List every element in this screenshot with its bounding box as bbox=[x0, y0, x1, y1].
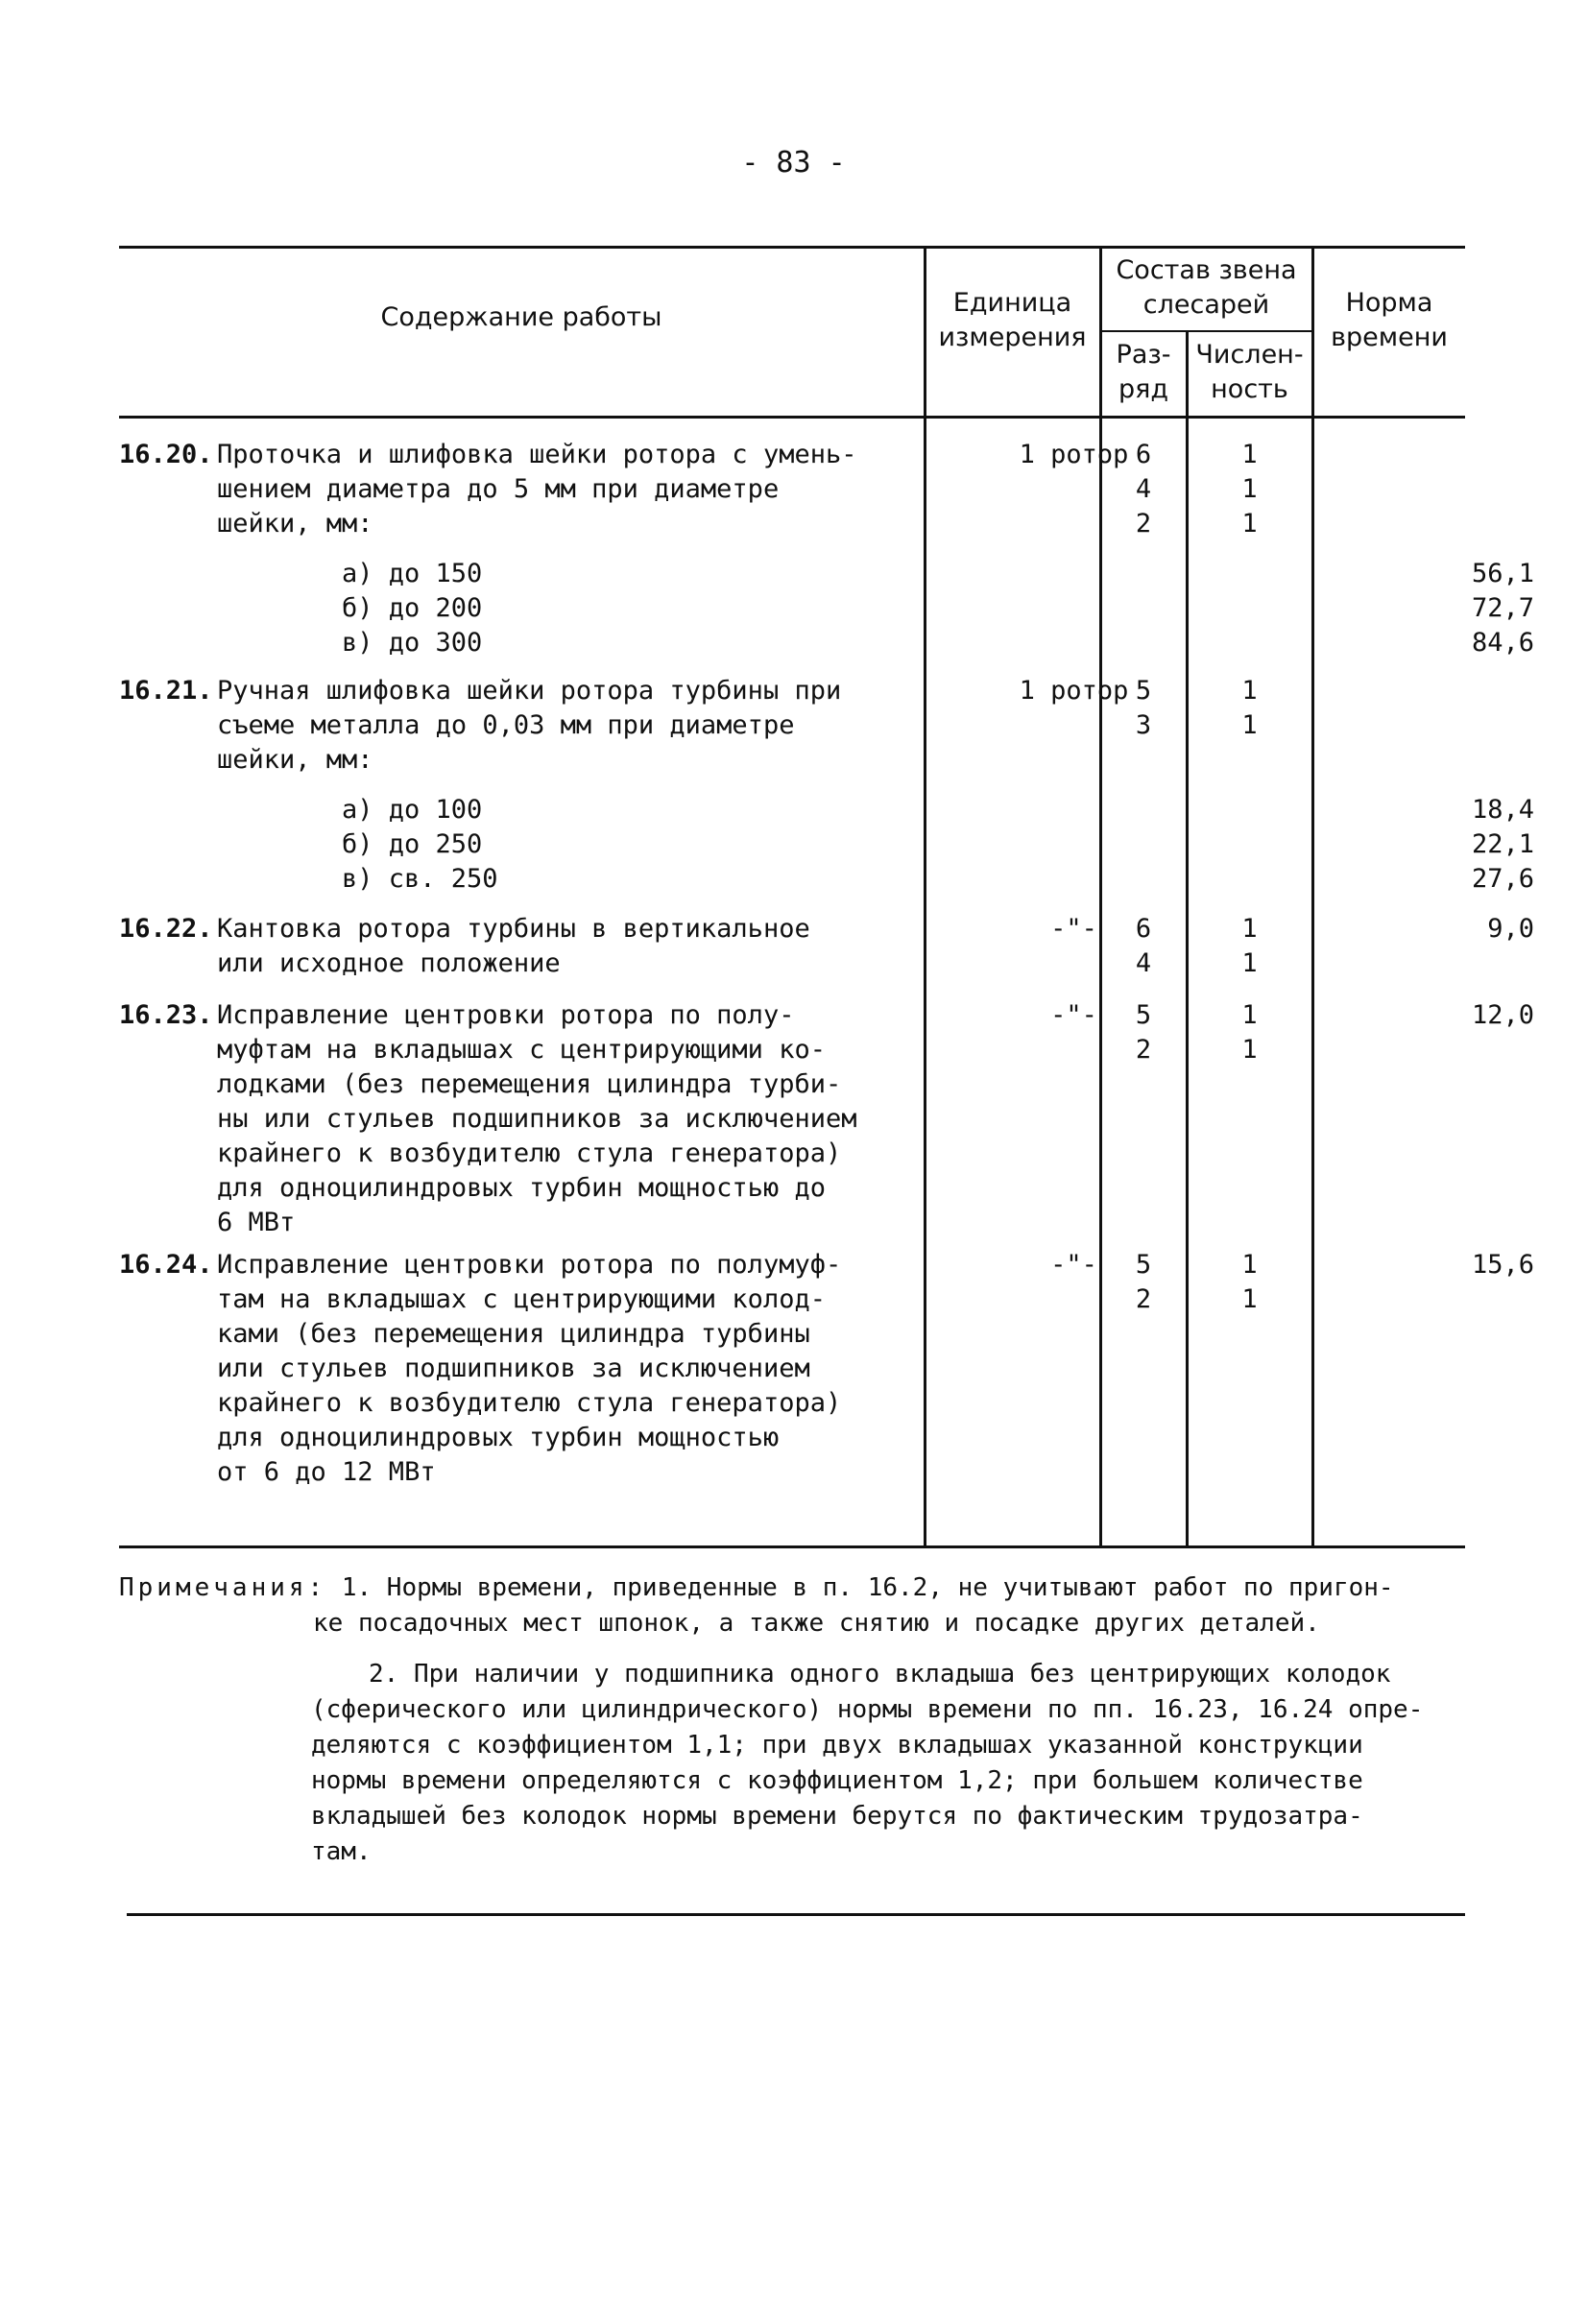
row-grades: 6 4 bbox=[1135, 914, 1152, 978]
header-crew: Состав звена слесарей bbox=[1116, 255, 1297, 320]
row-unit: 1 ротор bbox=[1019, 676, 1129, 706]
row-number: 16.22. bbox=[119, 914, 213, 944]
row-description: Проточка и шлифовка шейки ротора с умень- шением диаметра до 5 мм при диаметре шейки, мм: bbox=[217, 440, 857, 539]
row-counts: 1 1 bbox=[1241, 1000, 1258, 1065]
table-bottom-rule bbox=[119, 1545, 1465, 1548]
row-counts: 1 1 bbox=[1241, 1250, 1258, 1314]
row-grades: 6 4 2 bbox=[1135, 440, 1152, 539]
row-grades: 5 2 bbox=[1135, 1250, 1152, 1314]
row-description: Исправление центровки ротора по полу- муфтам на вкладышах с центрирующими ко- лодками (без перемещения цилиндра турби- ны или стульев подшипников за исключением крайнего к возбудителю стула генератора) для одноцилиндровых турбин мощностью до 6 МВт bbox=[217, 1000, 857, 1237]
note-1: 1. Нормы времени, приведенные в п. 16.2, не учитывают работ по пригон- bbox=[341, 1573, 1394, 1602]
row-norms: 15,6 bbox=[1471, 1250, 1534, 1280]
col-divider-4 bbox=[1311, 248, 1314, 1545]
notes-heading: Примечания: bbox=[119, 1573, 327, 1602]
header-grade: Раз- ряд bbox=[1116, 340, 1171, 404]
row-description: Исправление центровки ротора по полумуф- там на вкладышах с центрирующими колод- ками (без перемещения цилиндра турбины или стульев подшипников за исключением крайнего к возбудителю стула генератора) для одноцилиндровых турбин мощностью от 6 до 12 МВт bbox=[217, 1250, 842, 1487]
row-grades: 5 2 bbox=[1135, 1000, 1152, 1065]
note-1-continuation: ке посадочных мест шпонок, а также снятию и посадке других деталей. bbox=[313, 1609, 1320, 1638]
row-subitems: а) до 100 б) до 250 в) св. 250 bbox=[342, 795, 498, 894]
page-number: - 83 - bbox=[741, 146, 846, 180]
row-norms: 9,0 bbox=[1487, 914, 1534, 944]
header-count: Числен- ность bbox=[1195, 340, 1304, 404]
row-norms: 18,4 22,1 27,6 bbox=[1471, 795, 1534, 894]
notes-section bbox=[119, 1570, 1473, 1870]
row-description: Кантовка ротора турбины в вертикальное или исходное положение bbox=[217, 914, 810, 978]
row-counts: 1 1 bbox=[1241, 676, 1258, 740]
header-unit: Единица измерения bbox=[938, 288, 1087, 352]
row-number: 16.23. bbox=[119, 1000, 213, 1030]
row-number: 16.24. bbox=[119, 1250, 213, 1280]
header-content: Содержание работы bbox=[380, 302, 662, 332]
header-norm: Норма времени bbox=[1331, 288, 1448, 352]
row-number: 16.20. bbox=[119, 440, 213, 469]
row-unit: -"- bbox=[1050, 914, 1097, 944]
header-bottom-rule bbox=[119, 416, 1465, 419]
row-number: 16.21. bbox=[119, 676, 213, 706]
row-unit: 1 ротор bbox=[1019, 440, 1129, 469]
row-grades: 5 3 bbox=[1135, 676, 1152, 740]
row-norms: 12,0 bbox=[1471, 1000, 1534, 1030]
row-description: Ручная шлифовка шейки ротора турбины при съеме металла до 0,03 мм при диаметре шейки, мм: bbox=[217, 676, 842, 775]
row-counts: 1 1 1 bbox=[1241, 440, 1258, 539]
row-unit: -"- bbox=[1050, 1250, 1097, 1280]
note-2: 2. При наличии у подшипника одного вкладыша без центрирующих колодок (сферического или цилиндрического) нормы времени по пп. 16.23, 16.24 опре- деляются с коэффициентом 1,1; при двух вкладышах указанной конструкции нормы времени определяются с коэффициентом 1,2; при большем количестве вкладышей без колодок нормы времени берутся по фактическим трудозатра- там. bbox=[311, 1660, 1424, 1866]
row-unit: -"- bbox=[1050, 1000, 1097, 1030]
row-norms: 56,1 72,7 84,6 bbox=[1471, 559, 1534, 658]
row-counts: 1 1 bbox=[1241, 914, 1258, 978]
row-subitems: а) до 150 б) до 200 в) до 300 bbox=[342, 559, 483, 658]
table-top-rule bbox=[119, 246, 1465, 249]
crew-subheader-rule bbox=[1099, 330, 1313, 332]
notes-bottom-rule bbox=[127, 1913, 1465, 1916]
